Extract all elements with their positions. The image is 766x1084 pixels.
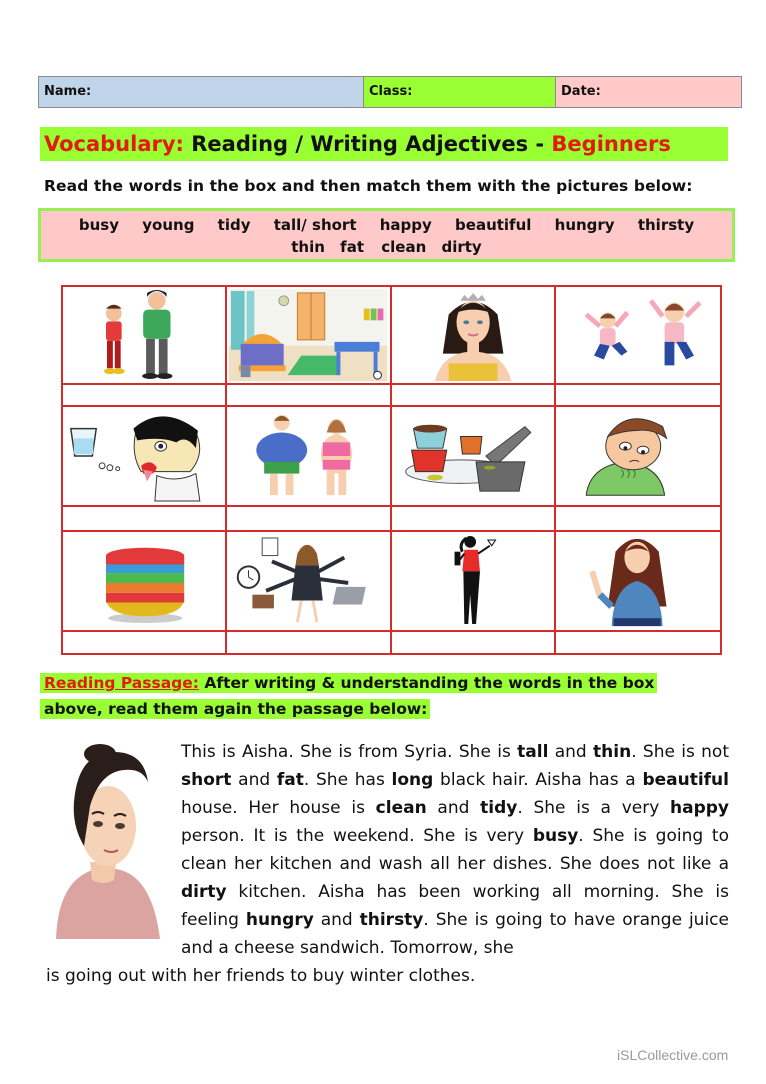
word-item: thin: [291, 238, 325, 256]
word-item: young: [142, 216, 195, 234]
answer-cell-1-1[interactable]: [63, 385, 227, 407]
picture-grid: [61, 285, 722, 655]
answer-cell-1-3[interactable]: [392, 385, 556, 407]
tall-short-men-image: [63, 287, 225, 383]
passage-keyword: long: [391, 770, 434, 790]
young-woman-image: [556, 532, 720, 630]
picture-tall-short-men: [63, 287, 227, 385]
passage-keyword: busy: [532, 826, 579, 846]
picture-dirty-dishes: [392, 407, 556, 507]
thin-woman-image: [392, 532, 554, 630]
thirsty-boy-image: [63, 407, 225, 505]
passage-keyword: dirty: [181, 882, 227, 902]
picture-happy-girls: [556, 287, 720, 385]
passage-keyword: hungry: [245, 910, 314, 930]
aisha-portrait-image: [36, 742, 168, 939]
answer-cell-1-4[interactable]: [556, 385, 720, 407]
word-item: busy: [78, 216, 120, 234]
picture-fat-people: [227, 407, 391, 507]
passage-keyword: clean: [375, 798, 427, 818]
word-item: thirsty: [637, 216, 695, 234]
word-item: tidy: [217, 216, 251, 234]
instruction-text: Read the words in the box and then match them with the pictures below:: [44, 177, 693, 195]
picture-clean-bowls: [63, 532, 227, 632]
passage-keyword: tall: [517, 742, 549, 762]
word-item: fat: [340, 238, 364, 256]
reading-passage-last-line: is going out with her friends to buy winter clothes.: [46, 966, 476, 986]
picture-thirsty-boy: [63, 407, 227, 507]
passage-keyword: thirsty: [359, 910, 424, 930]
dirty-dishes-image: [392, 407, 554, 505]
title-main: Reading / Writing Adjectives -: [183, 132, 552, 156]
answer-cell-2-3[interactable]: [392, 507, 556, 532]
watermark: iSLCollective.com: [617, 1047, 729, 1063]
passage-keyword: short: [181, 770, 232, 790]
word-item: happy: [379, 216, 432, 234]
passage-keyword: thin: [593, 742, 632, 762]
answer-cell-3-1[interactable]: [63, 632, 227, 653]
picture-thin-woman: [392, 532, 556, 632]
student-info-row: [38, 76, 742, 108]
title-prefix: Vocabulary:: [44, 132, 184, 156]
reading-instruction-1: After writing & understanding the words in the box: [198, 674, 655, 692]
clean-bowls-image: [63, 532, 225, 630]
answer-cell-2-4[interactable]: [556, 507, 720, 532]
class-label: Class:: [369, 84, 413, 99]
answer-cell-2-1[interactable]: [63, 507, 227, 532]
answer-cell-2-2[interactable]: [227, 507, 391, 532]
busy-woman-image: [227, 532, 389, 630]
name-label: Name:: [44, 84, 92, 99]
word-item: beautiful: [455, 216, 532, 234]
beautiful-woman-image: [392, 287, 554, 383]
reading-passage: This is Aisha. She is from Syria. She is tall and thin. She is not short and fat. She has long black hair. Aisha has a beautiful house. Her house is clean and tidy. She is a very happy person. It is the weekend. She is very busy. She is going to clean her kitchen and wash all her dishes. She does not like a dirty kitchen. Aisha has been working all morning. She is feeling hungry and thirsty. She is going to have orange juice and a cheese sandwich. Tomorrow, she: [181, 742, 730, 958]
word-line-1: [41, 214, 732, 236]
picture-young-woman: [556, 532, 720, 632]
answer-cell-3-2[interactable]: [227, 632, 391, 653]
passage-keyword: tidy: [480, 798, 518, 818]
fat-people-image: [227, 407, 389, 505]
word-item: hungry: [554, 216, 615, 234]
passage-keyword: beautiful: [642, 770, 729, 790]
word-item: tall/ short: [273, 216, 357, 234]
picture-tidy-bedroom: [227, 287, 391, 385]
picture-busy-woman: [227, 532, 391, 632]
word-line-2: [41, 236, 732, 258]
reading-heading-line-1: [40, 673, 657, 693]
tidy-bedroom-image: [227, 287, 389, 383]
name-field[interactable]: [39, 77, 364, 107]
answer-cell-3-3[interactable]: [392, 632, 556, 653]
reading-heading: [40, 670, 657, 722]
picture-beautiful-woman: [392, 287, 556, 385]
passage-keyword: happy: [670, 798, 730, 818]
reading-instruction-2: above, read them again the passage below:: [40, 699, 430, 719]
title-level: Beginners: [551, 132, 671, 156]
date-label: Date:: [561, 84, 601, 99]
hungry-boy-image: [556, 407, 720, 505]
reading-passage-label: Reading Passage:: [44, 674, 199, 692]
class-field[interactable]: [364, 77, 556, 107]
passage-keyword: fat: [276, 770, 304, 790]
answer-cell-3-4[interactable]: [556, 632, 720, 653]
answer-cell-1-2[interactable]: [227, 385, 391, 407]
word-box: [38, 208, 735, 262]
word-item: clean: [381, 238, 427, 256]
picture-hungry-boy: [556, 407, 720, 507]
page-title: [40, 127, 728, 161]
date-field[interactable]: [556, 77, 741, 107]
happy-girls-image: [556, 287, 720, 383]
word-item: dirty: [441, 238, 482, 256]
